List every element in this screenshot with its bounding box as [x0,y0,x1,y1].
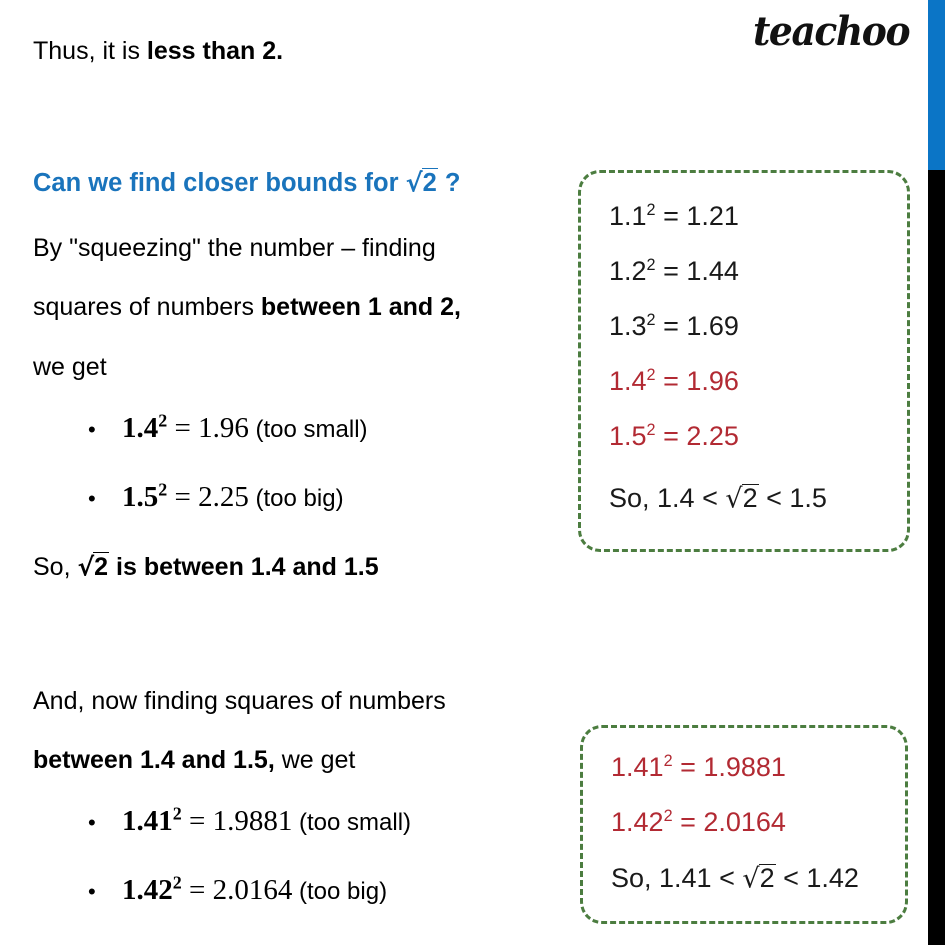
calc-value: 1.44 [686,256,739,286]
bullet-base: 1.5 [122,481,159,513]
calc-row-highlighted [609,368,907,395]
conclusion-suffix: is between 1.4 and 1.5 [109,553,379,581]
calc-base: 1.2 [609,256,647,286]
bullet-equals: = [181,805,213,837]
heading-suffix: ? [437,169,461,197]
callout-1-conclusion [609,483,907,515]
bullet-value: 1.9881 [212,805,293,837]
paragraph-squeezing-line-2-bold: between 1 and 2, [260,293,461,322]
edge-accent-bar-black [928,170,945,945]
line-thus-bold: less than 2. [146,37,284,65]
sqrt-radicand-callout-2: 2 [759,863,775,893]
bullet-exponent: 2 [158,479,168,500]
bullet-note: (too small) [292,809,412,836]
calc-value: 2.25 [686,421,739,451]
calc-value: 1.21 [686,201,739,231]
bullet-base: 1.4 [122,412,159,444]
calc-row-highlighted [609,423,907,450]
calc-row-highlighted [611,809,905,836]
calc-value: 2.0164 [703,807,786,837]
bullet-math-expression [122,805,411,838]
callout-box-squares-table-2 [580,725,908,924]
paragraph-squeezing [33,235,563,380]
sqrt-radicand-conclusion: 2 [94,553,109,581]
bullet-value: 2.0164 [212,874,293,906]
calc-base: 1.4 [609,366,647,396]
edge-accent-bar-blue [928,0,945,170]
calc-base: 1.3 [609,311,647,341]
calc-exponent: 2 [663,752,673,770]
calc-value: 1.9881 [703,752,786,782]
paragraph-squeezing-line-2-text: squares of numbers [33,293,261,322]
bullet-dot-icon: • [88,810,96,835]
bullet-base: 1.42 [122,874,173,906]
bullet-dot-icon: • [88,417,96,442]
callout-1-conclusion-prefix: So, 1.4 < [609,483,726,513]
bullet-dot-icon: • [88,486,96,511]
calc-equals: = [672,807,704,837]
bullet-base: 1.41 [122,805,173,837]
sqrt-radicand-heading: 2 [422,169,437,197]
calc-exponent: 2 [646,421,656,439]
callout-2-conclusion-prefix: So, 1.41 < [611,863,743,893]
calc-exponent: 2 [663,807,673,825]
bullet-math-expression [122,874,387,907]
calc-base: 1.5 [609,421,647,451]
conclusion-prefix: So, [33,553,78,581]
paragraph-and-now-finding [33,688,563,774]
calc-row-highlighted [611,754,905,781]
bullet-note: (too big) [248,485,344,512]
sqrt-symbol-heading: √2 [405,168,437,199]
calc-equals: = [655,256,687,286]
paragraph-and-now-line-2-text: we get [274,746,356,775]
calc-exponent: 2 [646,201,656,219]
calc-exponent: 2 [646,256,656,274]
bullet-exponent: 2 [158,410,168,431]
line-thus-prefix: Thus, it is [33,37,147,65]
sqrt-symbol-conclusion: √2 [77,552,109,582]
callout-2-conclusion-suffix: < 1.42 [775,863,859,893]
calc-row [609,203,907,230]
bullet-equals: = [167,412,199,444]
calc-value: 1.69 [686,311,739,341]
sqrt-symbol-callout-1: √2 [725,483,758,515]
bullet-math-expression [122,412,368,445]
bullet-list-squares-1-to-2 [88,412,558,550]
calc-exponent: 2 [646,311,656,329]
calc-equals: = [655,366,687,396]
calc-value: 1.96 [686,366,739,396]
bullet-exponent: 2 [172,872,182,893]
heading-prefix: Can we find closer bounds for [33,169,406,197]
bullet-equals: = [167,481,199,513]
calc-equals: = [655,311,687,341]
calc-exponent: 2 [646,366,656,384]
calc-equals: = [655,421,687,451]
callout-1-conclusion-suffix: < 1.5 [758,483,827,513]
conclusion-sqrt2-between-1p4-1p5 [33,552,563,582]
list-item [88,805,558,838]
paragraph-and-now-line-1: And, now finding squares of numbers [33,687,446,715]
bullet-note: (too small) [248,416,368,443]
paragraph-and-now-line-2 [33,747,563,773]
list-item [88,874,558,907]
teachoo-logo: teachoo [752,8,909,55]
bullet-exponent: 2 [172,803,182,824]
line-thus-less-than-2 [33,38,563,64]
paragraph-squeezing-line-3: we get [33,352,107,381]
bullet-value: 1.96 [198,412,249,444]
bullet-math-expression [122,481,344,514]
callout-box-2-content [583,728,905,895]
bullet-list-squares-1p4-to-1p5 [88,805,558,943]
list-item [88,481,558,514]
sqrt-symbol-callout-2: √2 [742,863,775,895]
bullet-dot-icon: • [88,879,96,904]
calc-base: 1.42 [611,807,664,837]
paragraph-squeezing-line-1: By "squeezing" the number – finding [33,234,436,262]
paragraph-squeezing-line-2 [33,294,563,320]
bullet-equals: = [181,874,213,906]
calc-row [609,313,907,340]
callout-box-1-content [581,173,907,515]
bullet-note: (too big) [292,878,388,905]
calc-equals: = [672,752,704,782]
calc-base: 1.41 [611,752,664,782]
callout-box-squares-table-1 [578,170,910,552]
calc-row [609,258,907,285]
calc-base: 1.1 [609,201,647,231]
sqrt-radicand-callout-1: 2 [742,483,758,513]
list-item [88,412,558,445]
calc-equals: = [655,201,687,231]
bullet-value: 2.25 [198,481,249,513]
callout-2-conclusion [611,863,905,895]
heading-closer-bounds [33,168,563,198]
paragraph-and-now-line-2-bold: between 1.4 and 1.5, [33,746,275,775]
